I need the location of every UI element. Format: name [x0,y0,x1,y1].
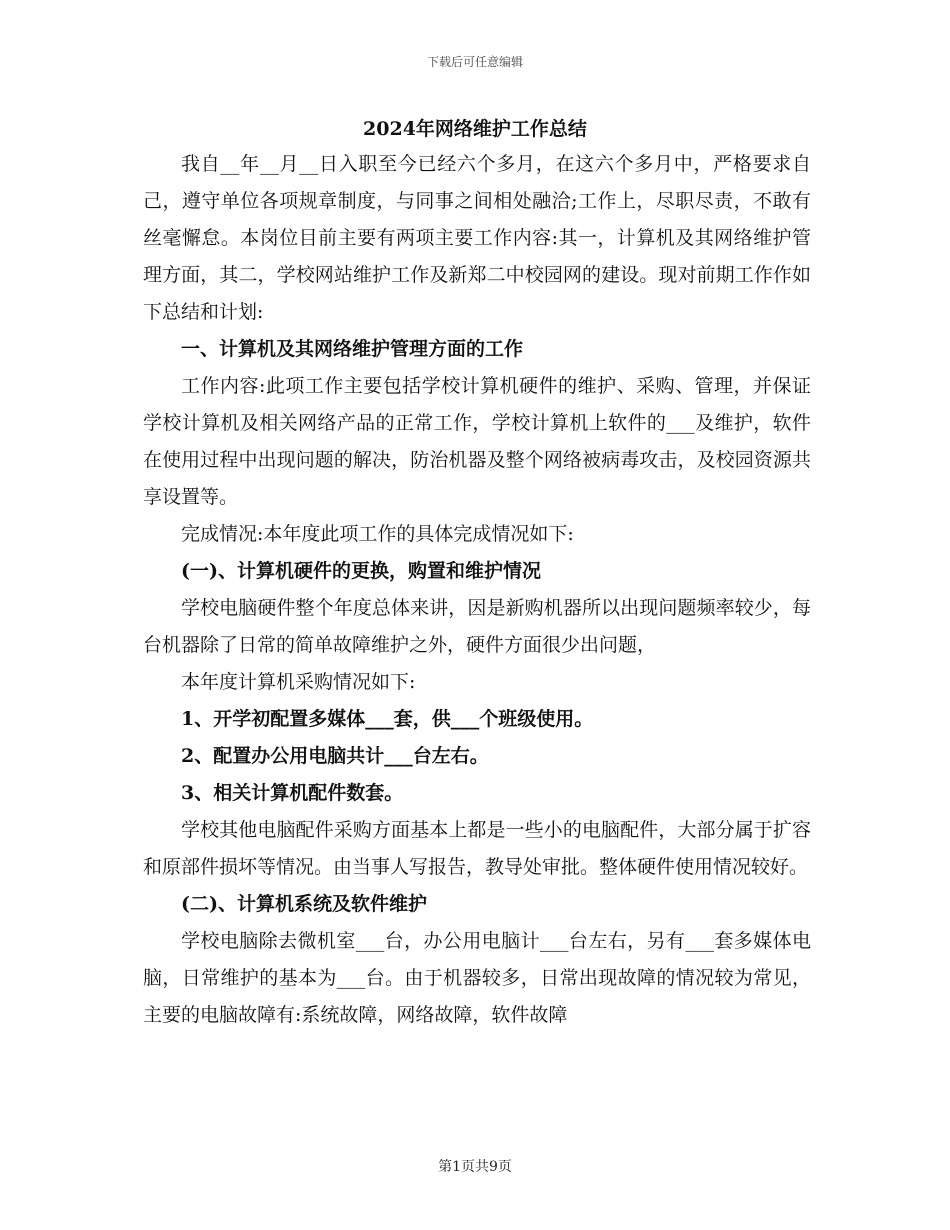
list-item-1: 1、开学初配置多媒体___套，供___个班级使用。 [181,708,594,730]
document-title: 2024年网络维护工作总结 [363,118,587,140]
section-heading-1: 一、计算机及其网络维护管理方面的工作 [181,338,524,360]
paragraph-purchase-intro: 本年度计算机采购情况如下: [181,671,416,693]
subsection-heading-2: (二)、计算机系统及软件维护 [181,893,427,915]
list-item-2: 2、配置办公用电脑共计___台左右。 [181,745,489,767]
document-body [143,146,811,1034]
paragraph-intro: 我自__年__月__日入职至今已经六个多月，在这六个多月中，严格要求自己，遵守单位各项规章制度，与同事之间相处融洽;工作上，尽职尽责，不敢有丝毫懈怠。本岗位目前主要有两项主要工作内容:其一，计算机及其网络维护管理方面，其二，学校网站维护工作及新郑二中校园网的建设。现对前期工作作如下总结和计划: [143,153,811,323]
header-note: 下载后可任意编辑 [426,55,523,69]
paragraph-hardware: 学校电脑硬件整个年度总体来讲，因是新购机器所以出现问题频率较少，每台机器除了日常的简单故障维护之外，硬件方面很少出问题， [143,597,811,656]
paragraph-completion: 完成情况:本年度此项工作的具体完成情况如下: [181,523,574,545]
paragraph-work-content: 工作内容:此项工作主要包括学校计算机硬件的维护、采购、管理，并保证学校计算机及相关网络产品的正常工作，学校计算机上软件的___及维护，软件在使用过程中出现问题的解决，防治机器及整个网络被病毒攻击，及校园资源共享设置等。 [143,375,811,508]
paragraph-software: 学校电脑除去微机室___台，办公用电脑计___台左右，另有___套多媒体电脑，日常维护的基本为___台。由于机器较多，日常出现故障的情况较为常见，主要的电脑故障有:系统故障，网络故障，软件故障 [143,930,811,1026]
page-number: 第1页共9页 [438,1159,512,1175]
paragraph-parts: 学校其他电脑配件采购方面基本上都是一些小的电脑配件，大部分属于扩容和原部件损坏等情况。由当事人写报告，教导处审批。整体硬件使用情况较好。 [143,819,811,878]
list-item-3: 3、相关计算机配件数套。 [181,782,404,804]
subsection-heading-1: (一)、计算机硬件的更换，购置和维护情况 [181,560,541,582]
